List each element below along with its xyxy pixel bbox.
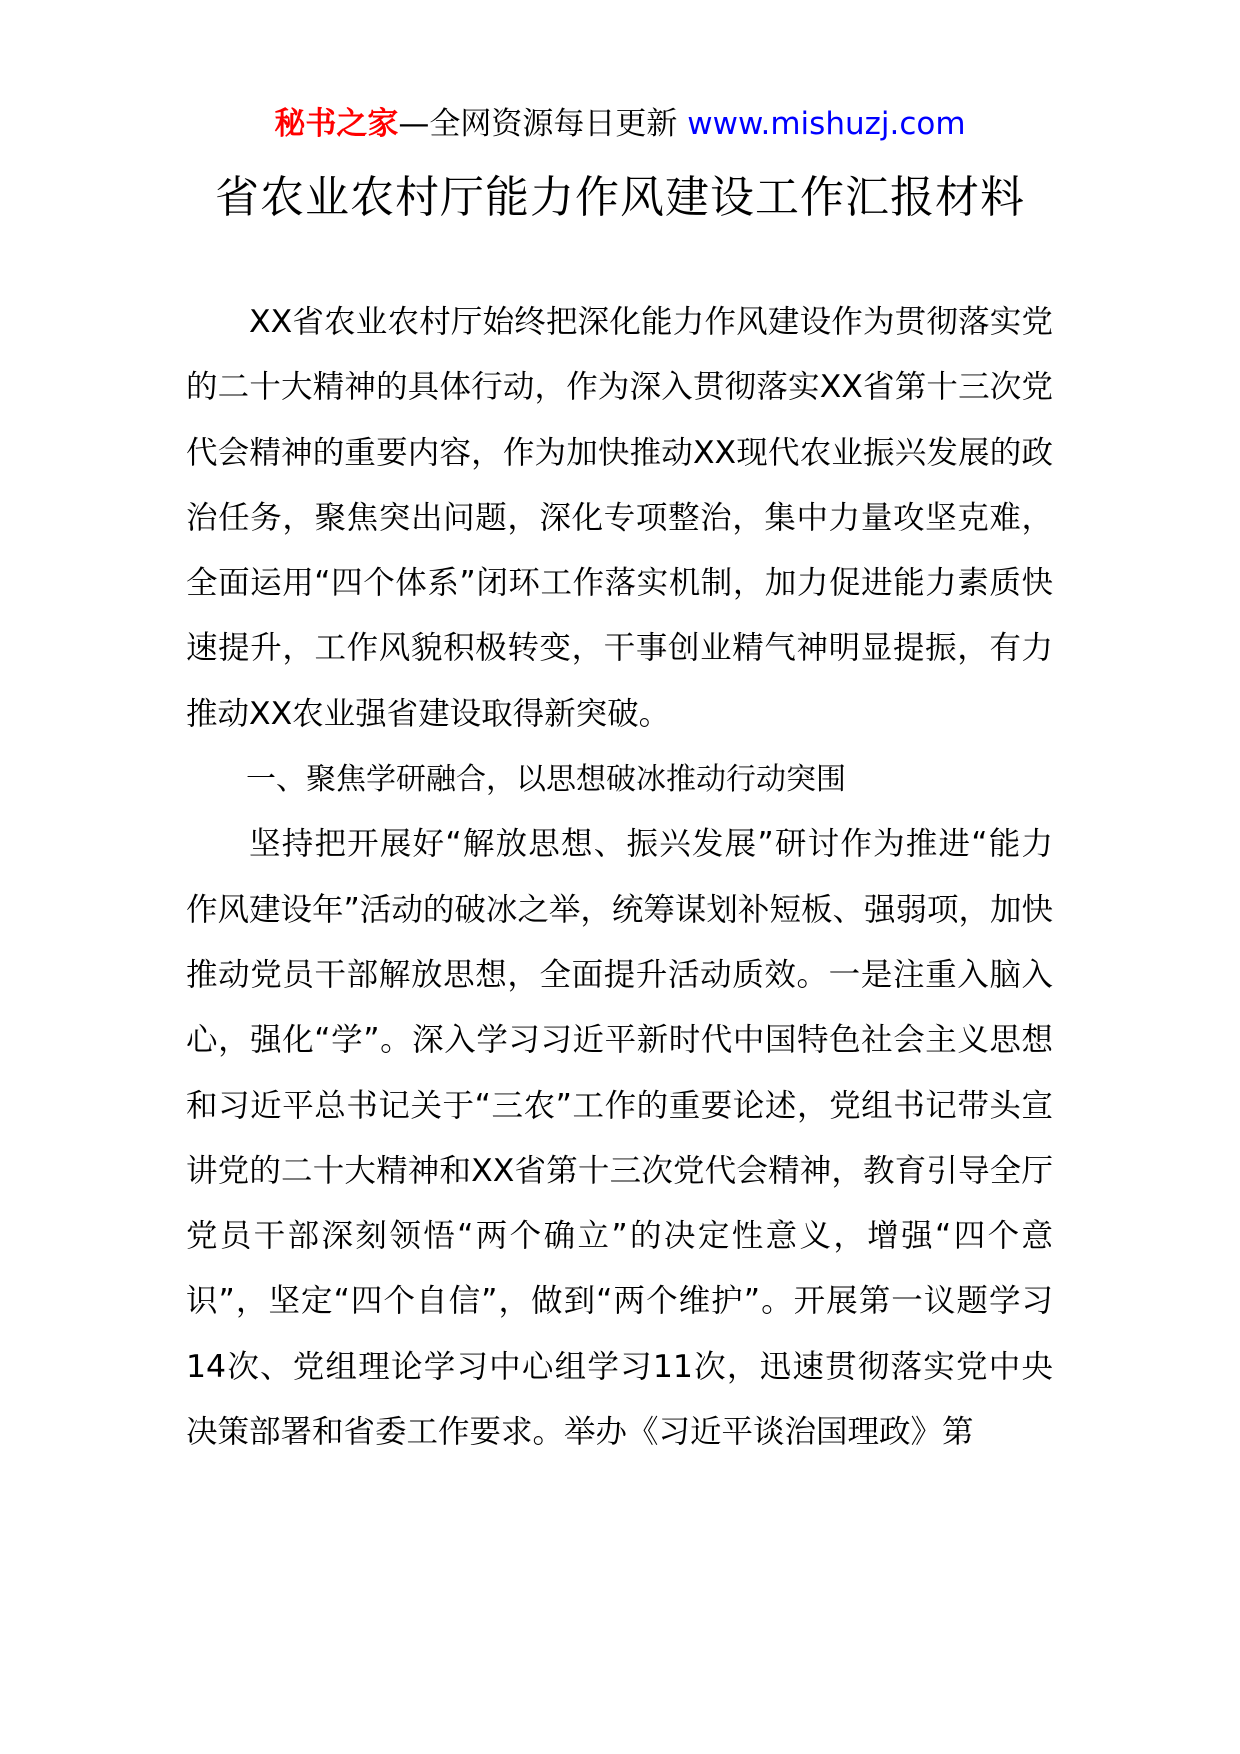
- document-title: 省农业农村厅能力作风建设工作汇报材料: [215, 172, 1025, 223]
- site-header: [0, 100, 1240, 148]
- section-1-heading: 一、聚焦学研融合，以思想破冰推动行动突围: [246, 762, 846, 798]
- section-1-paragraph: 坚持把开展好“解放思想、振兴发展”研讨作为推进“能力作风建设年”活动的破冰之举，统筹谋划补短板、强弱项，加快推动党员干部解放思想，全面提升活动质效。一是注重入脑入心，强化“学”。深入学习习近平新时代中国特色社会主义思想和习近平总书记关于“三农”工作的重要论述，党组书记带头宣讲党的二十大精神和XX省第十三次党代会精神，教育引导全厅党员干部深刻领悟“两个确立”的决定性意义，增强“四个意识”，坚定“四个自信”，做到“两个维护”。开展第一议题学习14次、党组理论学习中心组学习11次，迅速贯彻落实党中央决策部署和省委工作要求。举办《习近平谈治国理政》第: [186, 826, 1053, 1451]
- site-tagline: —全网资源每日更新: [398, 106, 688, 142]
- site-url-link[interactable]: www.mishuzj.com: [687, 106, 966, 142]
- site-brand: 秘书之家: [274, 106, 399, 142]
- intro-paragraph: XX省农业农村厅始终把深化能力作风建设作为贯彻落实党的二十大精神的具体行动，作为深入贯彻落实XX省第十三次党代会精神的重要内容，作为加快推动XX现代农业振兴发展的政治任务，聚焦突出问题，深化专项整治，集中力量攻坚克难，全面运用“四个体系”闭环工作落实机制，加力促进能力素质快速提升，工作风貌积极转变，干事创业精气神明显提振，有力推动XX农业强省建设取得新突破。: [186, 304, 1053, 732]
- document-body: [186, 290, 1053, 1465]
